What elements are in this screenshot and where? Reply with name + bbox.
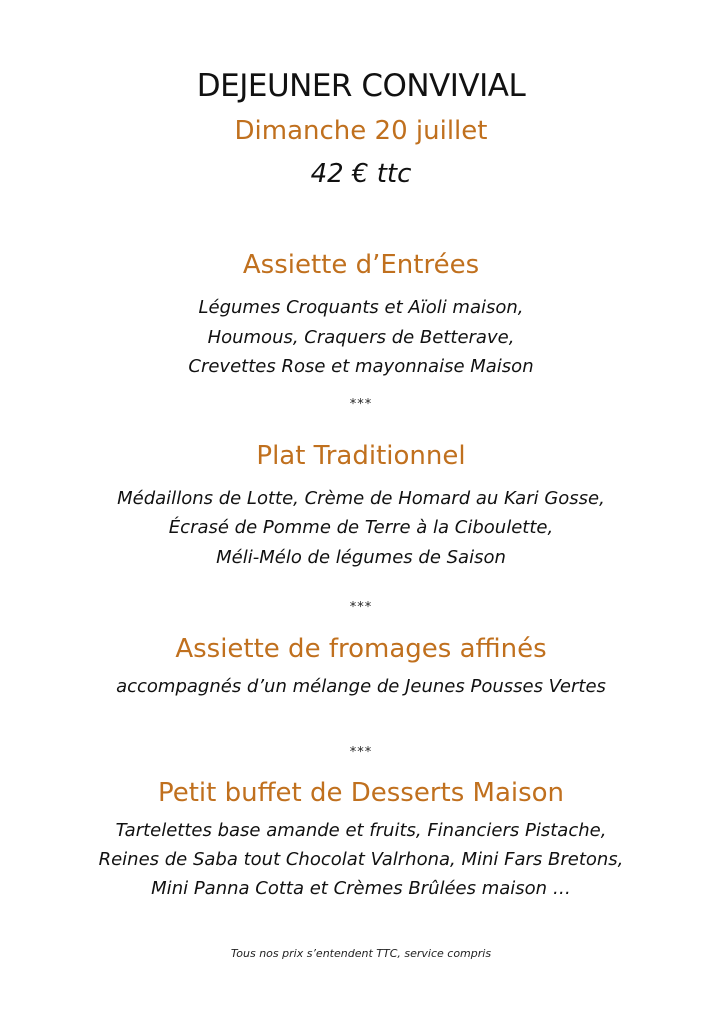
course-item: Médaillons de Lotte, Crème de Homard au Kari Gosse, <box>117 488 605 509</box>
course-heading-desserts: Petit buffet de Desserts Maison <box>157 778 565 808</box>
price-footnote: Tous nos prix s’entendent TTC, service compris <box>230 947 492 960</box>
separator: *** <box>349 745 373 760</box>
course-item: Reines de Saba tout Chocolat Valrhona, Mini Fars Bretons, <box>98 849 624 870</box>
course-item: Mini Panna Cotta et Crèmes Brûlées maison … <box>151 878 571 899</box>
course-item: Tartelettes base amande et fruits, Financiers Pistache, <box>115 820 607 841</box>
course-item: Écrasé de Pomme de Terre à la Ciboulette, <box>168 517 554 538</box>
menu-title: DEJEUNER CONVIVIAL <box>196 68 526 104</box>
separator: *** <box>349 600 373 615</box>
course-item: Légumes Croquants et Aïoli maison, <box>198 297 524 318</box>
menu-price: 42 € ttc <box>310 159 412 189</box>
course-heading-main: Plat Traditionnel <box>256 441 466 471</box>
course-item: accompagnés d’un mélange de Jeunes Pousses Vertes <box>116 676 606 697</box>
course-item: Houmous, Craquers de Betterave, <box>207 327 515 348</box>
course-item: Crevettes Rose et mayonnaise Maison <box>188 356 534 377</box>
course-heading-cheese: Assiette de fromages affinés <box>175 634 547 664</box>
separator: *** <box>349 397 373 412</box>
menu-date: Dimanche 20 juillet <box>234 116 488 146</box>
course-item: Méli-Mélo de légumes de Saison <box>216 547 506 568</box>
course-heading-starters: Assiette d’Entrées <box>242 250 480 280</box>
